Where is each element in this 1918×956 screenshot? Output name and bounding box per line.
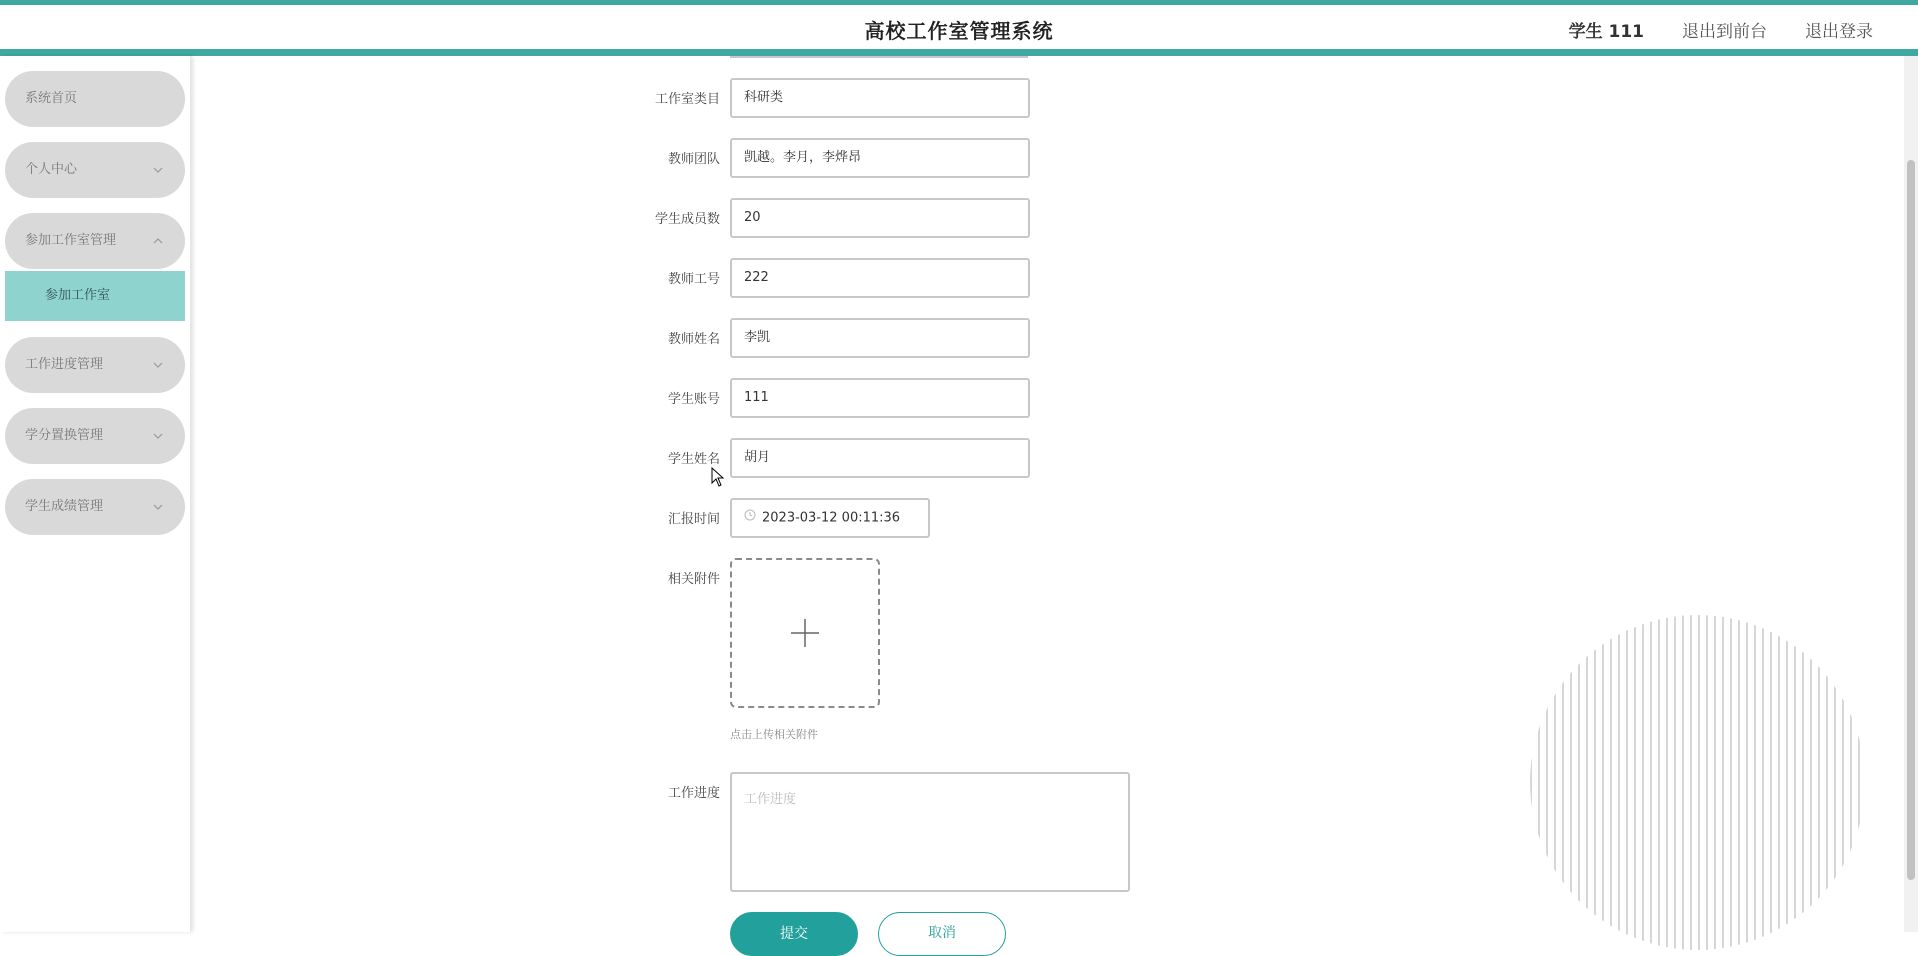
sidebar-item-label: 学分置换管理 (25, 428, 104, 443)
sidebar-item-student-grades-management[interactable] (5, 479, 185, 535)
sidebar-item-home[interactable] (5, 71, 185, 127)
sidebar-item-label: 工作进度管理 (25, 357, 104, 372)
field-label: 教师姓名 (667, 332, 720, 347)
chevron-down-icon (151, 142, 165, 198)
plus-icon (791, 619, 819, 647)
teacher-team-field[interactable]: 凯越。李月，李烨昂 (730, 138, 1030, 178)
sidebar-item-personal-center[interactable] (5, 142, 185, 198)
report-time-value: 2023-03-12 00:11:36 (762, 510, 901, 526)
clock-icon (744, 500, 756, 536)
student-account-field[interactable]: 111 (730, 378, 1030, 418)
exit-to-front-link[interactable]: 退出到前台 (1682, 22, 1767, 42)
student-name-field[interactable]: 胡月 (730, 438, 1030, 478)
sidebar-item-credit-exchange-management[interactable] (5, 408, 185, 464)
sidebar-item-label: 系统首页 (25, 91, 78, 106)
field-label: 相关附件 (667, 572, 720, 587)
attachment-hint: 点击上传相关附件 (730, 728, 818, 741)
teacher-id-field[interactable]: 222 (730, 258, 1030, 298)
chevron-down-icon (151, 337, 165, 393)
field-label: 教师团队 (667, 152, 720, 167)
sidebar-subitem-label: 参加工作室 (45, 288, 111, 303)
field-label: 学生姓名 (667, 452, 720, 467)
top-header (0, 0, 1918, 56)
chevron-down-icon (151, 408, 165, 464)
attachment-upload-box[interactable] (730, 558, 880, 708)
progress-textarea[interactable]: 工作进度 (730, 772, 1130, 892)
field-label: 教师工号 (667, 272, 720, 287)
sidebar-item-label: 学生成绩管理 (25, 499, 104, 514)
chevron-down-icon (151, 479, 165, 535)
app-title: 高校工作室管理系统 (864, 19, 1054, 43)
scrollbar-thumb[interactable] (1907, 160, 1915, 880)
header-actions (1569, 17, 1873, 42)
report-time-picker[interactable] (730, 498, 930, 538)
sidebar-item-work-progress-management[interactable] (5, 337, 185, 393)
sidebar-item-label: 参加工作室管理 (25, 233, 117, 248)
field-label: 工作室类目 (654, 92, 720, 107)
submit-button[interactable]: 提交 (730, 912, 858, 956)
chevron-up-icon (151, 213, 165, 269)
teacher-name-field[interactable]: 李凯 (730, 318, 1030, 358)
field-label: 工作进度 (667, 786, 720, 801)
cancel-button[interactable]: 取消 (878, 912, 1006, 956)
studio-category-field[interactable]: 科研类 (730, 78, 1030, 118)
sidebar-item-join-studio-management[interactable] (5, 213, 185, 269)
field-label: 学生账号 (667, 392, 720, 407)
decorative-circle (1530, 615, 1865, 950)
logout-link[interactable]: 退出登录 (1805, 22, 1873, 42)
mouse-cursor-icon (711, 467, 725, 487)
field-label: 学生成员数 (654, 212, 720, 227)
page-scrollbar[interactable] (1904, 56, 1918, 932)
previous-input-edge (730, 56, 1028, 58)
student-count-field[interactable]: 20 (730, 198, 1030, 238)
current-user-label: 学生 111 (1568, 22, 1644, 42)
field-label: 汇报时间 (667, 512, 720, 527)
sidebar (0, 56, 191, 932)
sidebar-item-label: 个人中心 (25, 162, 78, 177)
sidebar-subitem-join-studio[interactable] (5, 271, 185, 321)
